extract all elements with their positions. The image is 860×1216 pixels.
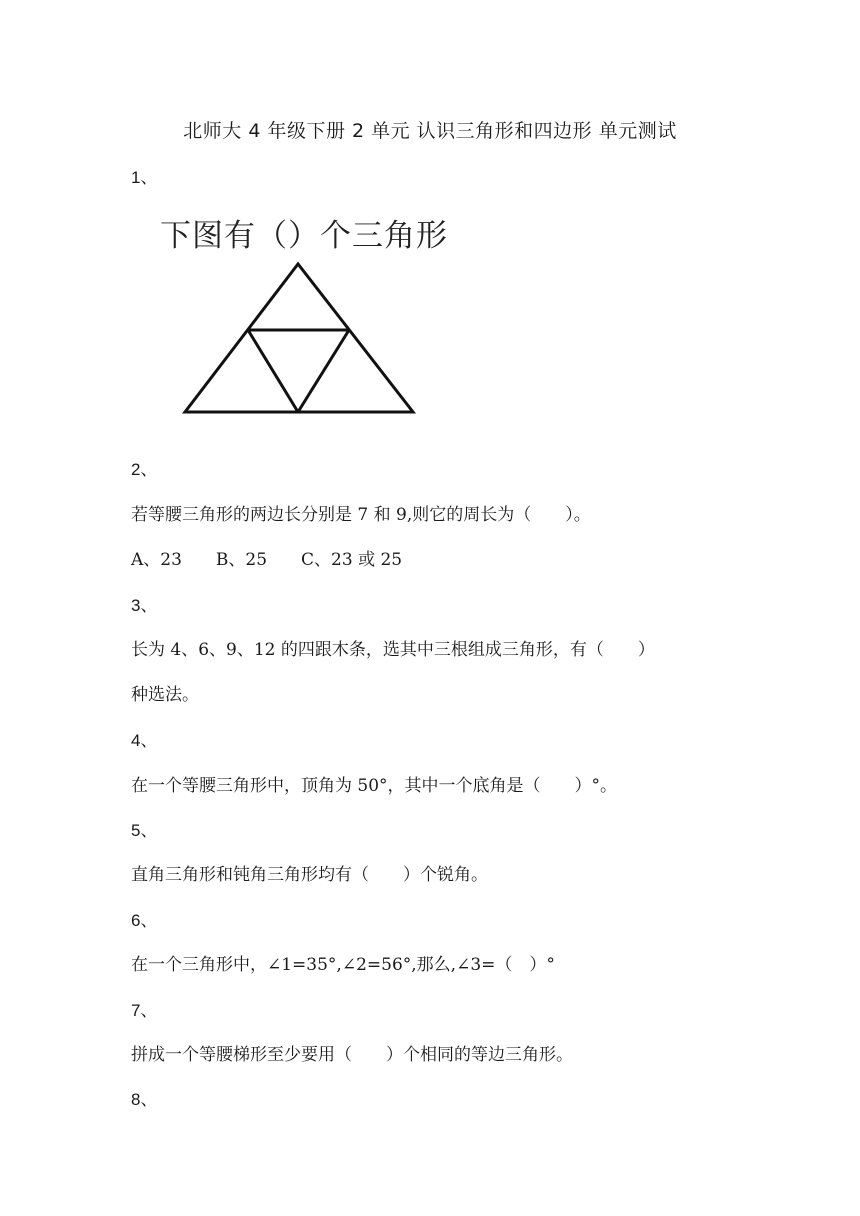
question-number-1: 1、 xyxy=(131,168,158,187)
figure-caption: 下图有（）个三角形 xyxy=(160,218,448,254)
question-3-text-cont: 种选法。 xyxy=(131,685,199,705)
question-number-7: 7、 xyxy=(131,1001,158,1020)
question-number-2: 2、 xyxy=(131,460,158,479)
question-number-4: 4、 xyxy=(131,731,158,750)
inner-left-edge xyxy=(248,330,298,412)
question-number-8: 8、 xyxy=(131,1090,158,1109)
question-4-text: 在一个等腰三角形中，顶角为 50°，其中一个底角是（ ）°。 xyxy=(131,776,618,796)
question-number-5: 5、 xyxy=(131,821,158,840)
inner-right-edge xyxy=(298,330,349,412)
question-7-text: 拼成一个等腰梯形至少要用（ ）个相同的等边三角形。 xyxy=(131,1045,573,1065)
question-number-6: 6、 xyxy=(131,911,158,930)
question-2-text: 若等腰三角形的两边长分别是 7 和 9,则它的周长为（ ）。 xyxy=(131,505,591,525)
question-2-options: A、23 B、25 C、23 或 25 xyxy=(131,550,403,570)
triangle-figure xyxy=(158,250,428,420)
question-5-text: 直角三角形和钝角三角形均有（ ）个锐角。 xyxy=(131,865,488,885)
question-3-text: 长为 4、6、9、12 的四跟木条，选其中三根组成三角形，有（ ） xyxy=(131,640,655,660)
question-1-figure xyxy=(158,210,498,420)
question-6-text: 在一个三角形中，∠1=35°,∠2=56°,那么,∠3=（ ）° xyxy=(131,955,555,975)
outer-triangle xyxy=(185,264,413,412)
page-title: 北师大 4 年级下册 2 单元 认识三角形和四边形 单元测试 xyxy=(183,120,677,142)
question-number-3: 3、 xyxy=(131,596,158,615)
